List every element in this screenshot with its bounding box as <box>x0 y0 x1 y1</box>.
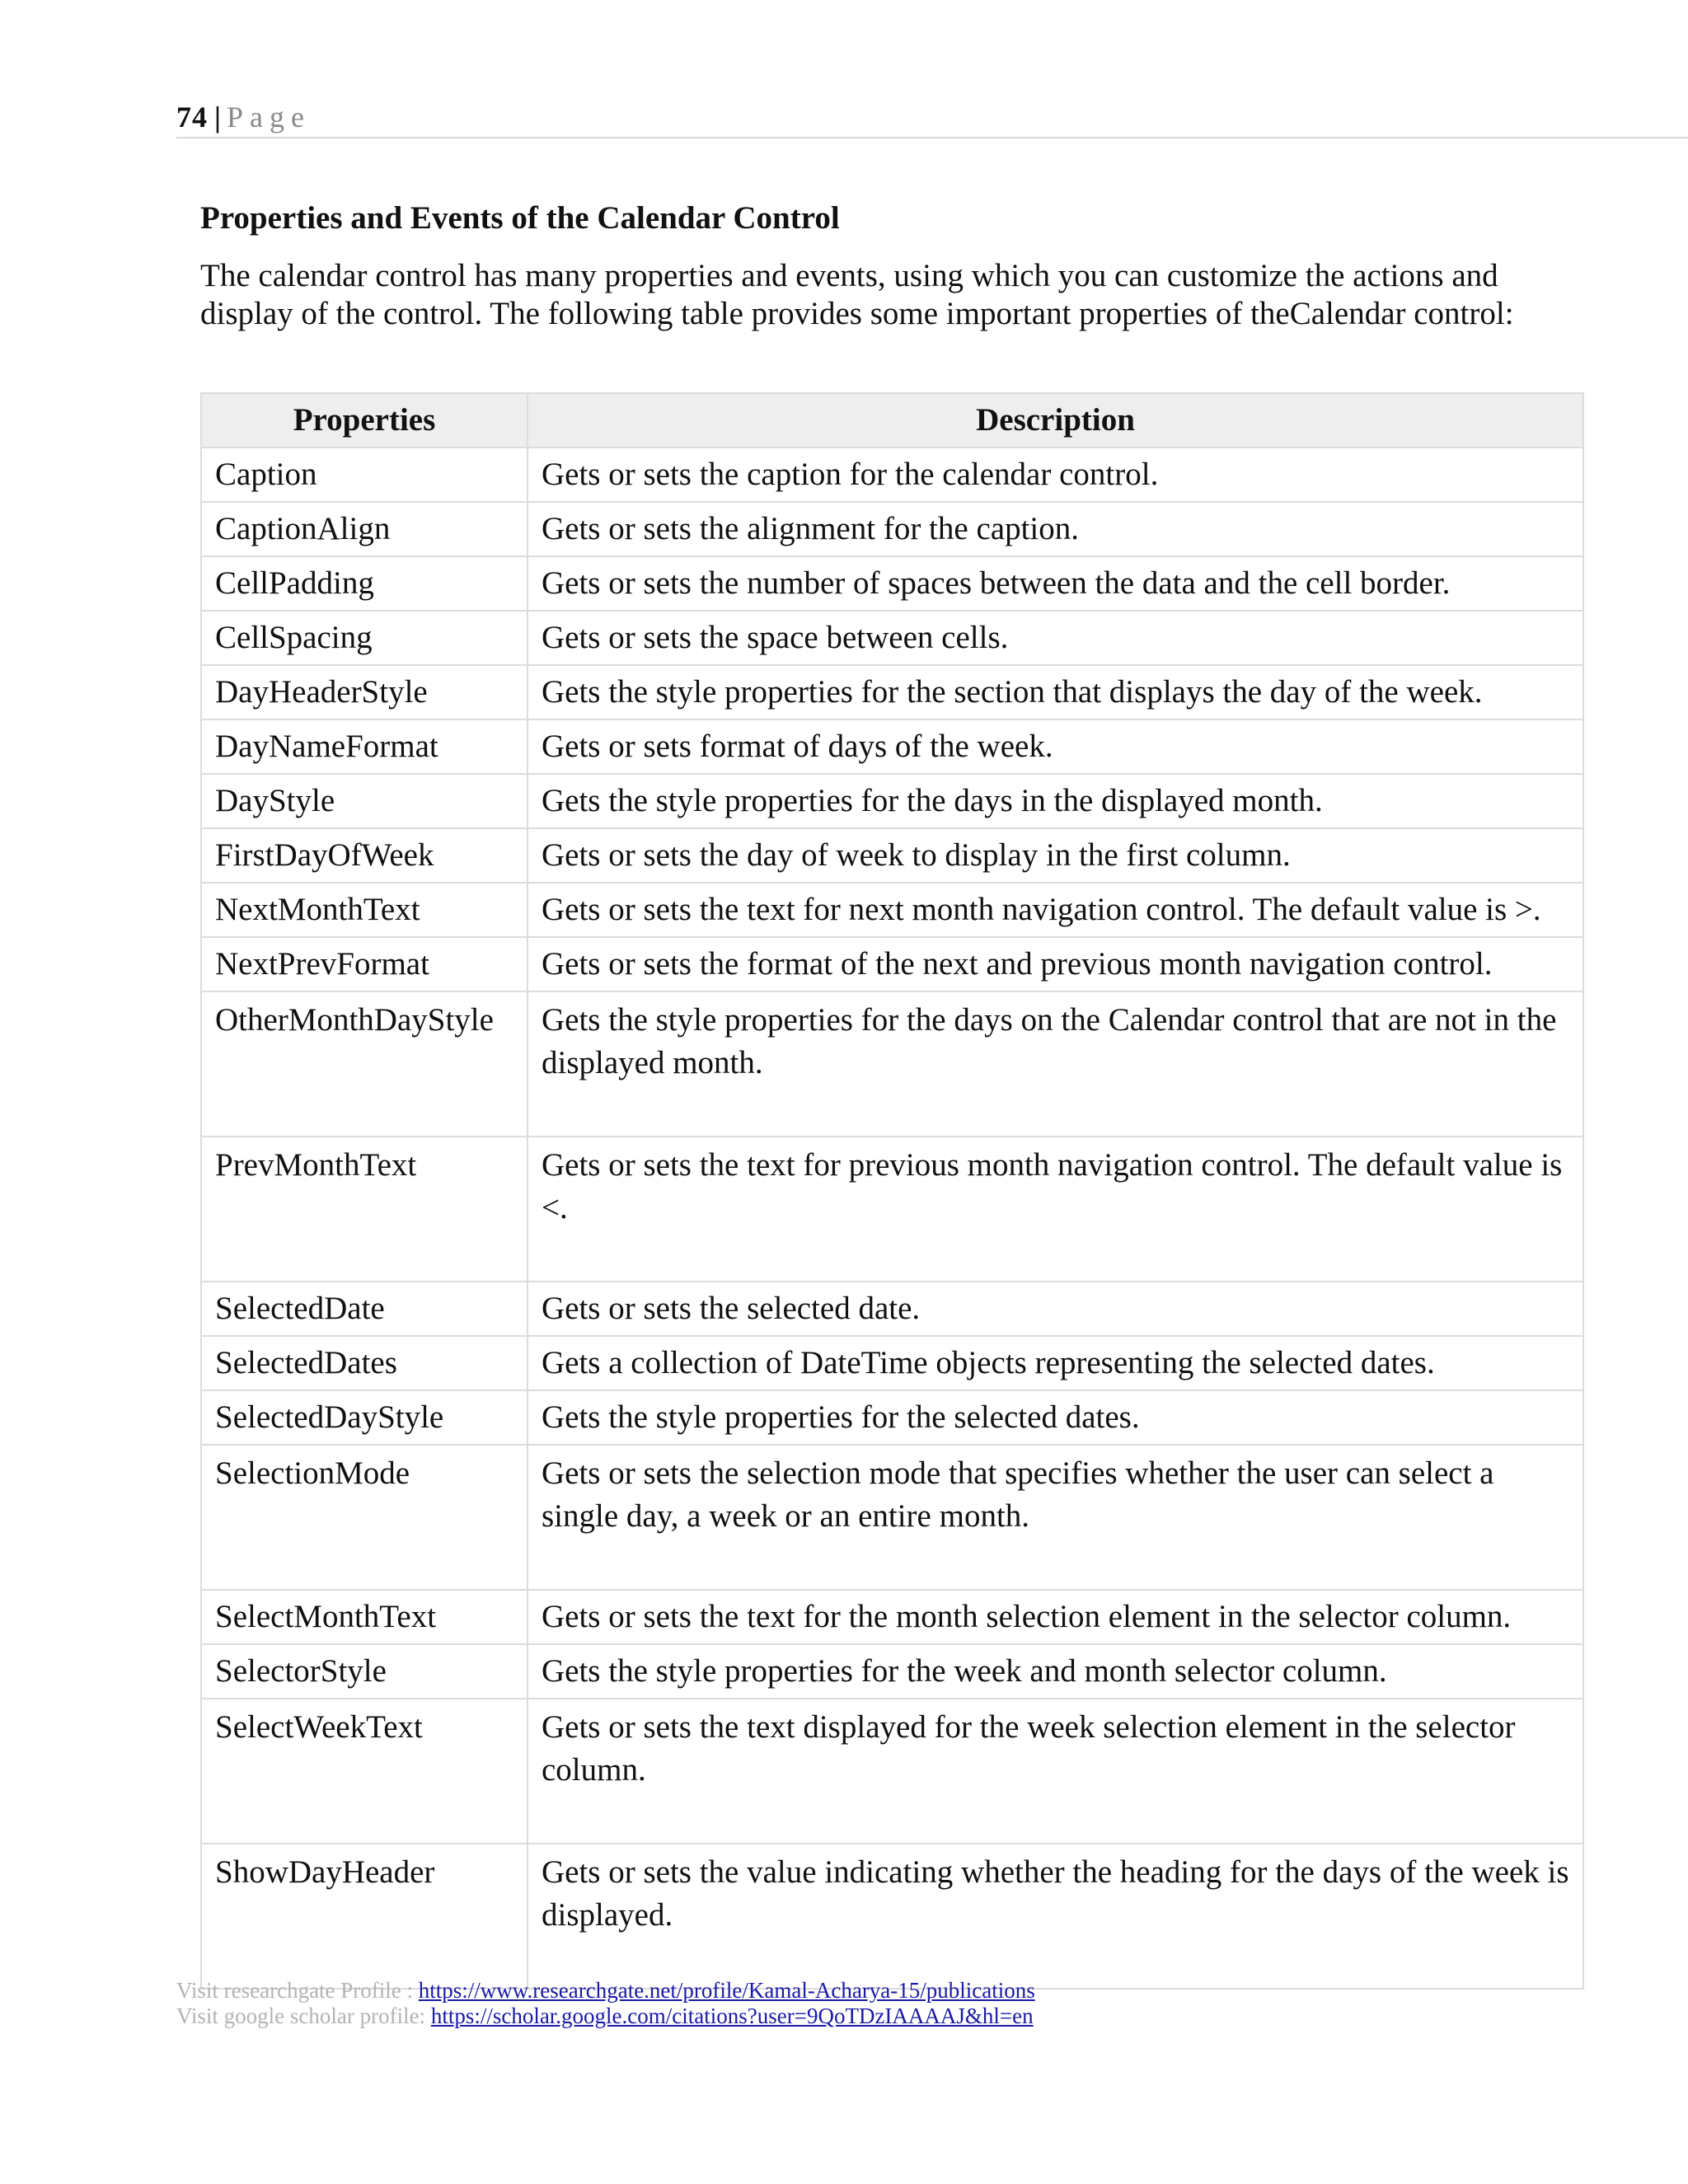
property-description: Gets or sets the text for next month navigation control. The default value is >. <box>528 883 1583 937</box>
property-description: Gets or sets the selected date. <box>528 1282 1583 1336</box>
header-description: Description <box>528 393 1583 448</box>
table-header-row <box>201 393 1583 448</box>
property-description: Gets the style properties for the week and month selector column. <box>528 1644 1583 1699</box>
property-description: Gets the style properties for the section that displays the day of the week. <box>528 665 1583 719</box>
footer-researchgate <box>176 1978 1035 2004</box>
table-row <box>201 991 1583 1137</box>
table-row <box>201 665 1583 719</box>
table-row <box>201 883 1583 937</box>
scholar-link[interactable]: https://scholar.google.com/citations?user=9QoTDzIAAAAJ&hl=en <box>430 2004 1034 2028</box>
property-description: Gets or sets the number of spaces between the data and the cell border. <box>528 556 1583 611</box>
property-description: Gets or sets the format of the next and previous month navigation control. <box>528 937 1583 991</box>
table-row <box>201 1390 1583 1445</box>
property-name: NextPrevFormat <box>201 937 528 991</box>
property-name: OtherMonthDayStyle <box>201 991 528 1137</box>
property-description: Gets or sets the alignment for the caption. <box>528 502 1583 556</box>
table-row <box>201 502 1583 556</box>
property-name: SelectWeekText <box>201 1699 528 1844</box>
table-row <box>201 611 1583 665</box>
property-description: Gets a collection of DateTime objects representing the selected dates. <box>528 1336 1583 1390</box>
table-row <box>201 828 1583 883</box>
property-name: CellPadding <box>201 556 528 611</box>
property-name: CellSpacing <box>201 611 528 665</box>
table-row <box>201 1282 1583 1336</box>
table-row <box>201 774 1583 828</box>
property-description: Gets or sets the space between cells. <box>528 611 1583 665</box>
property-name: FirstDayOfWeek <box>201 828 528 883</box>
property-description: Gets or sets the value indicating whether the heading for the days of the week is displayed. <box>528 1844 1583 1989</box>
property-description: Gets the style properties for the selected dates. <box>528 1390 1583 1445</box>
page-label: Page <box>226 101 311 134</box>
footer <box>176 1978 1035 2029</box>
property-name: SelectedDates <box>201 1336 528 1390</box>
property-name: SelectorStyle <box>201 1644 528 1699</box>
page-header <box>176 97 1688 138</box>
table-row <box>201 1644 1583 1699</box>
property-description: Gets or sets the selection mode that specifies whether the user can select a single day, a week or an entire month. <box>528 1445 1583 1590</box>
property-name: Caption <box>201 448 528 502</box>
property-name: PrevMonthText <box>201 1137 528 1282</box>
property-name: SelectedDayStyle <box>201 1390 528 1445</box>
property-name: ShowDayHeader <box>201 1844 528 1989</box>
page-number: 74 <box>176 101 208 134</box>
property-description: Gets or sets the text for the month selection element in the selector column. <box>528 1590 1583 1644</box>
property-description: Gets the style properties for the days on the Calendar control that are not in the displayed month. <box>528 991 1583 1137</box>
researchgate-link[interactable]: https://www.researchgate.net/profile/Kamal-Acharya-15/publications <box>418 1978 1035 2003</box>
property-description: Gets or sets the day of week to display in the first column. <box>528 828 1583 883</box>
property-description: Gets or sets format of days of the week. <box>528 719 1583 774</box>
property-description: Gets the style properties for the days in the displayed month. <box>528 774 1583 828</box>
table-row <box>201 937 1583 991</box>
property-name: DayStyle <box>201 774 528 828</box>
section-title: Properties and Events of the Calendar Control <box>200 200 840 236</box>
property-name: NextMonthText <box>201 883 528 937</box>
intro-paragraph: The calendar control has many properties and events, using which you can customize the actions and display of the control. The following table provides some important properties of theCalendar control: <box>200 258 1514 331</box>
researchgate-label: Visit researchgate Profile : <box>176 1978 419 2003</box>
scholar-label: Visit google scholar profile: <box>176 2004 431 2028</box>
properties-table <box>200 392 1584 1990</box>
property-description: Gets or sets the text displayed for the week selection element in the selector column. <box>528 1699 1583 1844</box>
table-row <box>201 1137 1583 1282</box>
property-name: CaptionAlign <box>201 502 528 556</box>
table-row <box>201 1336 1583 1390</box>
table-row <box>201 1699 1583 1844</box>
table-row <box>201 1844 1583 1989</box>
property-name: SelectMonthText <box>201 1590 528 1644</box>
property-description: Gets or sets the caption for the calendar control. <box>528 448 1583 502</box>
property-description: Gets or sets the text for previous month navigation control. The default value is <. <box>528 1137 1583 1282</box>
table-row <box>201 448 1583 502</box>
table-row <box>201 556 1583 611</box>
table-row <box>201 1590 1583 1644</box>
table-row <box>201 1445 1583 1590</box>
header-properties: Properties <box>201 393 528 448</box>
property-name: DayHeaderStyle <box>201 665 528 719</box>
property-name: DayNameFormat <box>201 719 528 774</box>
page-separator: | <box>214 101 222 134</box>
property-name: SelectionMode <box>201 1445 528 1590</box>
table-row <box>201 719 1583 774</box>
footer-scholar <box>176 2004 1035 2029</box>
property-name: SelectedDate <box>201 1282 528 1336</box>
